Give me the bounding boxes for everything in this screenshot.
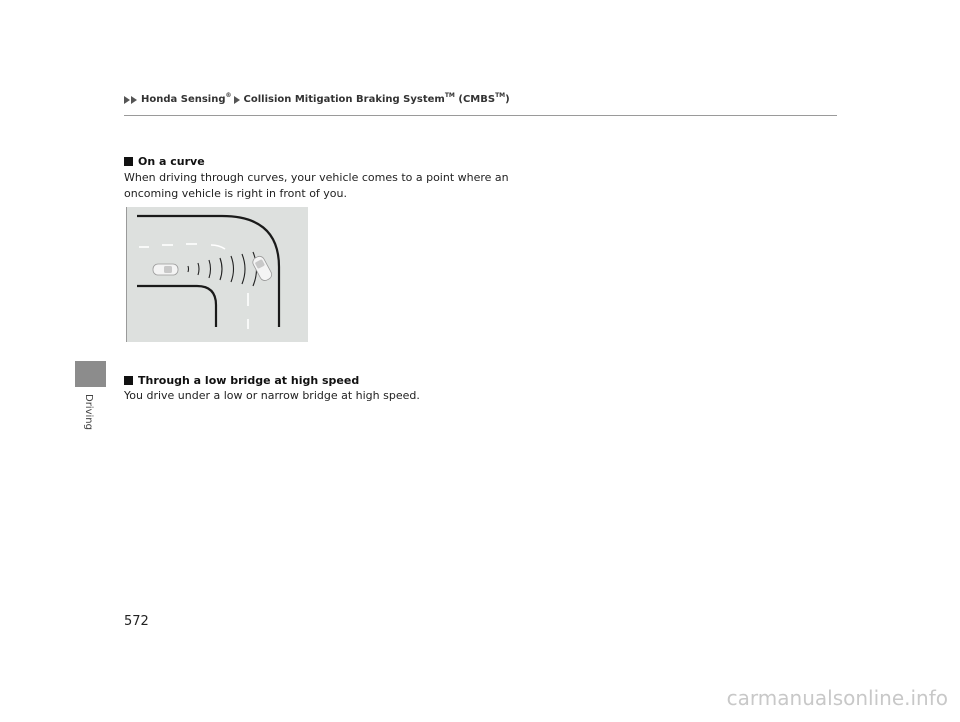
breadcrumb [124, 94, 510, 105]
oncoming-vehicle-icon [251, 255, 273, 283]
page-number: 572 [124, 614, 149, 629]
curve-illustration [126, 207, 308, 342]
sensor-waves-icon [188, 252, 257, 286]
section-body-on-a-curve: When driving through curves, your vehicle comes to a point where an oncoming vehicle is right in front of you. [124, 171, 509, 200]
chapter-tab-marker [75, 361, 106, 387]
header-divider [124, 115, 837, 116]
breadcrumb-cmbs[interactable]: Collision Mitigation Braking System™ (CMBS™) [243, 92, 510, 105]
breadcrumb-separator-icon [234, 96, 241, 104]
bullet-square-icon [124, 157, 133, 166]
breadcrumb-honda-sensing[interactable]: Honda Sensing® [141, 92, 232, 105]
bullet-square-icon [124, 376, 133, 385]
section-body-low-bridge: You drive under a low or narrow bridge at high speed. [124, 389, 420, 402]
watermark: carmanualsonline.info [726, 686, 948, 710]
section-heading-on-a-curve: On a curve [124, 155, 205, 168]
breadcrumb-arrows-icon [124, 96, 138, 104]
chapter-tab-label: Driving [83, 394, 94, 430]
section-heading-low-bridge: Through a low bridge at high speed [124, 374, 359, 387]
own-vehicle-icon [153, 264, 178, 275]
inner-road-edge [137, 286, 216, 327]
curve-diagram-svg [127, 207, 308, 342]
